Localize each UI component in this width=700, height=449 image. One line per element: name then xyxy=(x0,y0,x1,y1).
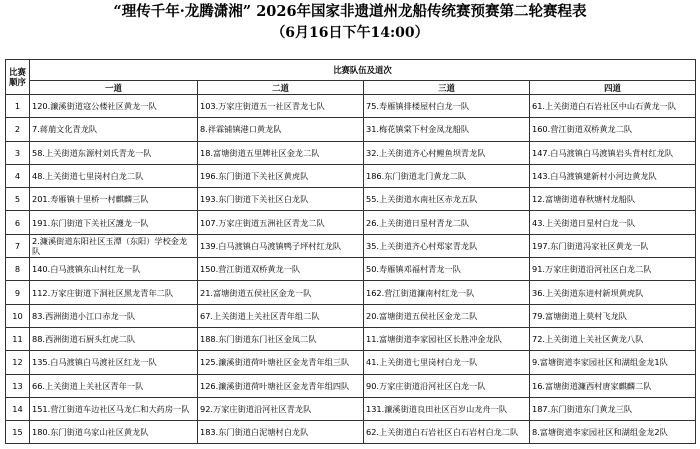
lane-2-team-cell: 188.东门街道东门社区金凤二队 xyxy=(198,327,364,350)
table-row xyxy=(6,118,696,141)
table-row xyxy=(6,95,696,118)
lane-2-team-cell: 92.万家庄街道沿河社区青龙队 xyxy=(198,397,364,420)
lane-1-team-cell: 112.万家庄街道下洞社区黑龙青年二队 xyxy=(30,281,198,304)
lane-2-team-cell: 18.富塘街道五里牌社区金龙二队 xyxy=(198,141,364,164)
lane-4-team-cell: 91.万家庄街道沿河社区白龙二队 xyxy=(530,258,696,281)
race-order-cell: 7 xyxy=(6,234,30,257)
race-order-cell: 8 xyxy=(6,258,30,281)
lane-header-2: 二道 xyxy=(198,81,364,95)
lane-2-team-cell: 8.祥霖铺镇港口黄龙队 xyxy=(198,118,364,141)
lane-4-team-cell: 79.富塘街道上莫村飞龙队 xyxy=(530,304,696,327)
race-order-cell: 11 xyxy=(6,327,30,350)
lane-2-team-cell: 103.万家庄街道五一社区青龙七队 xyxy=(198,95,364,118)
table-header-row xyxy=(6,60,696,81)
lane-4-team-cell: 147.白马渡镇白马渡镇岩头背村红龙队 xyxy=(530,141,696,164)
lane-1-team-cell: 58.上关街道东源村刘氏青龙一队 xyxy=(30,141,198,164)
lane-1-team-cell: 120.濂溪街道寇公楼社区黄龙一队 xyxy=(30,95,198,118)
race-order-cell: 14 xyxy=(6,397,30,420)
race-order-cell: 6 xyxy=(6,211,30,234)
race-order-cell: 9 xyxy=(6,281,30,304)
lane-1-team-cell: 88.西洲街道石厨头红虎二队 xyxy=(30,327,198,350)
lane-1-team-cell: 180.东门街道乌家山社区黄龙队 xyxy=(30,421,198,444)
table-row xyxy=(6,234,696,257)
group-header: 比赛队伍及道次 xyxy=(30,60,696,81)
race-order-cell: 1 xyxy=(6,95,30,118)
lane-3-team-cell: 131.濂溪街道良田社区百岁山龙舟一队 xyxy=(364,397,530,420)
lane-3-team-cell: 62.上关街道白石岩社区白石岩村白龙二队 xyxy=(364,421,530,444)
lane-3-team-cell: 31.梅花镇棠下村金凤龙船队 xyxy=(364,118,530,141)
table-row xyxy=(6,141,696,164)
seq-header: 比赛顺序 xyxy=(6,60,30,95)
lane-4-team-cell: 160.营江街道双桥黄龙二队 xyxy=(530,118,696,141)
lane-1-team-cell: 191.东门街道下关社区護龙一队 xyxy=(30,211,198,234)
lane-2-team-cell: 107.万家庄街道五洲社区青龙二队 xyxy=(198,211,364,234)
schedule-title: “理传千年·龙腾潇湘” 2026年国家非遗道州龙船传统赛预赛第二轮赛程表 xyxy=(113,3,587,20)
lane-2-team-cell: 126.濂溪街道荷叶塘社区金龙青年组四队 xyxy=(198,374,364,397)
table-row xyxy=(6,374,696,397)
table-row xyxy=(6,327,696,350)
table-row xyxy=(6,188,696,211)
lane-3-team-cell: 55.上关街道水南社区赤龙五队 xyxy=(364,188,530,211)
lane-3-team-cell: 186.东门街道北门黄龙二队 xyxy=(364,164,530,187)
lane-3-team-cell: 90.万家庄街道沿河社区白龙一队 xyxy=(364,374,530,397)
race-order-cell: 2 xyxy=(6,118,30,141)
lane-2-team-cell: 193.东门街道下关社区白龙队 xyxy=(198,188,364,211)
lane-2-team-cell: 196.东门街道下关社区黄虎队 xyxy=(198,164,364,187)
lane-header-3: 三道 xyxy=(364,81,530,95)
schedule-subtitle-time: （6月16日下午14:00） xyxy=(271,25,429,41)
lane-1-team-cell: 2.濂溪街道东阳社区玉潭（东阳）学校金龙队 xyxy=(30,234,198,257)
table-row xyxy=(6,211,696,234)
lane-3-team-cell: 50.寿雁镇邓福村青龙一队 xyxy=(364,258,530,281)
table-body xyxy=(6,95,696,444)
lane-4-team-cell: 9.富塘街道李家园社区和湖组金龙1队 xyxy=(530,351,696,374)
table-row xyxy=(6,164,696,187)
lane-1-team-cell: 66.上关街道上关社区青年一队 xyxy=(30,374,198,397)
race-order-cell: 12 xyxy=(6,351,30,374)
lane-4-team-cell: 61.上关街道白石岩社区中山石黄龙一队 xyxy=(530,95,696,118)
lane-4-team-cell: 16.富塘街道濂西村唐家麒麟二队 xyxy=(530,374,696,397)
lane-3-team-cell: 75.寿雁镇排楼屋村白龙一队 xyxy=(364,95,530,118)
lane-4-team-cell: 143.白马渡镇建新村小河边黄龙队 xyxy=(530,164,696,187)
lane-4-team-cell: 197.东门街道冯家社区黄龙一队 xyxy=(530,234,696,257)
lane-4-team-cell: 43.上关街道日星村白龙一队 xyxy=(530,211,696,234)
lane-2-team-cell: 125.濂溪街道荷叶塘社区金龙青年组三队 xyxy=(198,351,364,374)
schedule-table xyxy=(5,59,696,444)
race-order-cell: 15 xyxy=(6,421,30,444)
race-order-cell: 10 xyxy=(6,304,30,327)
lane-2-team-cell: 21.富塘街道五侯社区金龙一队 xyxy=(198,281,364,304)
lane-1-team-cell: 7.蒋萠文化青龙队 xyxy=(30,118,198,141)
table-row xyxy=(6,304,696,327)
lane-3-team-cell: 20.富塘街道五侯社区金龙二队 xyxy=(364,304,530,327)
race-order-cell: 5 xyxy=(6,188,30,211)
lane-1-team-cell: 48.上关街道七里岗村白龙二队 xyxy=(30,164,198,187)
lane-4-team-cell: 72.上关街道上关社区黄龙八队 xyxy=(530,327,696,350)
lane-1-team-cell: 140.白马渡镇东山村红龙一队 xyxy=(30,258,198,281)
race-order-cell: 4 xyxy=(6,164,30,187)
table-row xyxy=(6,397,696,420)
lane-3-team-cell: 41.上关街道七里岗村白龙一队 xyxy=(364,351,530,374)
table-row xyxy=(6,281,696,304)
lane-1-team-cell: 135.白马渡镇白马渡社区红龙一队 xyxy=(30,351,198,374)
lane-4-team-cell: 36.上关街道东进村新坝黄虎队 xyxy=(530,281,696,304)
lane-3-team-cell: 162.营江街道濂南村红龙一队 xyxy=(364,281,530,304)
lane-3-team-cell: 26.上关街道日星村青龙二队 xyxy=(364,211,530,234)
race-order-cell: 3 xyxy=(6,141,30,164)
lane-1-team-cell: 151.营江街道车边社区马龙仁和大药房一队 xyxy=(30,397,198,420)
table-row xyxy=(6,351,696,374)
lane-header-4: 四道 xyxy=(530,81,696,95)
lane-1-team-cell: 201.寿雁镇十里桥一村麒麟三队 xyxy=(30,188,198,211)
lane-4-team-cell: 12.富塘街道春秋塘村龙船队 xyxy=(530,188,696,211)
lane-2-team-cell: 150.营江街道双桥黄龙一队 xyxy=(198,258,364,281)
table-row xyxy=(6,258,696,281)
table-row xyxy=(6,421,696,444)
lane-header-row xyxy=(6,81,696,95)
lane-2-team-cell: 67.上关街道上关社区青年组二队 xyxy=(198,304,364,327)
race-order-cell: 13 xyxy=(6,374,30,397)
lane-4-team-cell: 8.富塘街道李家园社区和湖组金龙2队 xyxy=(530,421,696,444)
lane-3-team-cell: 35.上关街道齐心村郑家青龙队 xyxy=(364,234,530,257)
lane-1-team-cell: 83.西洲街道小江口赤龙一队 xyxy=(30,304,198,327)
lane-3-team-cell: 11.富塘街道李家园社区长胜冲金龙队 xyxy=(364,327,530,350)
lane-2-team-cell: 139.白马渡镇白马渡镇鸭子坪村红龙队 xyxy=(198,234,364,257)
lane-4-team-cell: 187.东门街道东门黄龙三队 xyxy=(530,397,696,420)
lane-3-team-cell: 32.上关街道齐心村鲤鱼坝青龙队 xyxy=(364,141,530,164)
lane-header-1: 一道 xyxy=(30,81,198,95)
lane-2-team-cell: 183.东门街道白泥塘村白龙队 xyxy=(198,421,364,444)
